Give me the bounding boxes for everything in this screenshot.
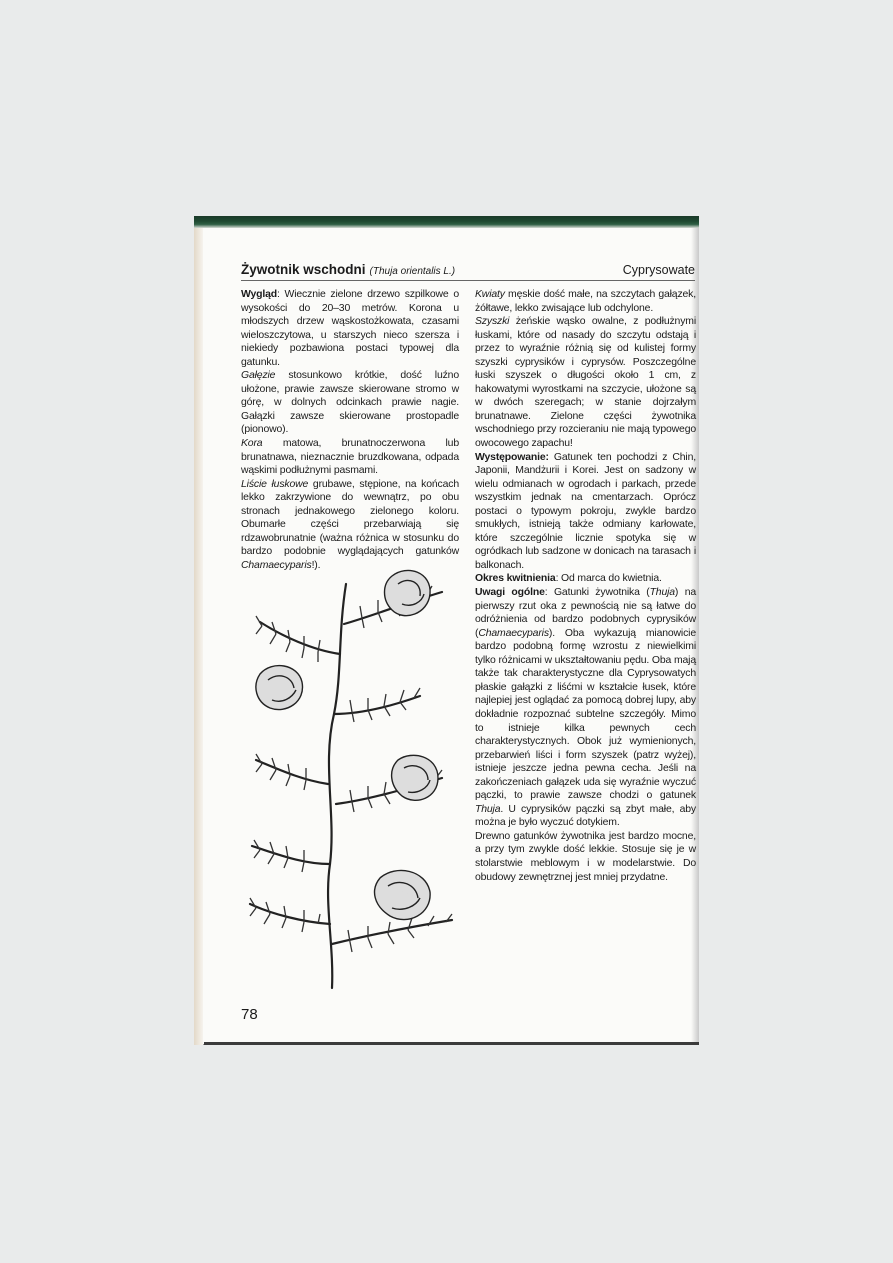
species-title: Żywotnik wschodni (Thuja orientalis L.) bbox=[241, 262, 456, 277]
label-occurrence: Występowanie: bbox=[475, 451, 549, 463]
paragraph-branches: Gałęzie stosunkowo krótkie, dość luźno ułożone, prawie zawsze skierowane stromo w górę, w dolnych odcinkach prawie nagie. Gałązki zawsze skierowane prostopadle (pionowo). bbox=[241, 370, 459, 436]
book-page bbox=[194, 216, 699, 1045]
paragraph-leaves: Liście łuskowe grubawe, stępione, na końcach lekko zakrzywione do wewnątrz, po obu stronach jednakowego zielonego koloru. Obumarłe części przebarwiają się rdzawobrunatnie (ważna różnica w stosunku do bardzo podobnie wyglądających gatunków Chamaecyparis!). bbox=[241, 478, 459, 571]
label-flowers: Kwiaty bbox=[475, 289, 505, 300]
page-top-band bbox=[194, 216, 699, 228]
paragraph-cones: Szyszki żeńskie wąsko owalne, z podłużnymi łuskami, które od nasady do szczytu odstają i przez to wyraźnie różnią się od kulistej formy szyszki cyprysików i cyprysów. Poszczególne łuski szyszek o długości około 1 cm, z hakowatymi wyrostkami na szczycie, ułożone są w dwóch szeregach; w stanie dojrzałym brunatnawe. Zielone części żywotnika wschodniego przy rozcieraniu nie mają typowego owocowego zapachu! bbox=[475, 316, 696, 450]
paragraph-occurrence: Występowanie: Gatunek ten pochodzi z Chin, Japonii, Mandżurii i Korei. Jest on sadzony w wielu odmianach w ogrodach i parkach, przede wszystkim jednak na cmentarzach. Oprócz postaci o typowym pokroju, zwykle bardzo smukłych, istnieją także odmiany karłowate, które szczególnie licznie spotyka się w ogródkach lub sadzone w donicach na tarasach i balkonach. bbox=[475, 451, 696, 571]
label-appearance: Wygląd bbox=[241, 289, 278, 300]
paragraph-wood: Drewno gatunków żywotnika jest bardzo mocne, a przy tym zwykle dość lekkie. Stosuje się je w stolarstwie meblowym i w modelarstwie. Do obudowy zewnętrznej jest mniej przydatne. bbox=[475, 830, 696, 883]
left-column bbox=[241, 288, 459, 572]
label-leaves: Liście łuskowe bbox=[241, 478, 309, 490]
label-bark: Kora bbox=[241, 438, 263, 450]
paragraph-bark: Kora matowa, brunatnoczerwona lub brunatnawa, nieznacznie bruzdkowana, odpada wąskimi podłużnymi pasmami. bbox=[241, 438, 459, 477]
label-flowering-period: Okres kwitnienia bbox=[475, 573, 556, 585]
paragraph-appearance: Wygląd: Wiecznie zielone drzewo szpilkowe o wysokości do 20–30 metrów. Korona u młodszych drzew wąskostożkowata, czasami wieloszczytowa, u starszych nieco szersza i niekiedy pozbawiona postaci typowej dla gatunku. bbox=[241, 289, 459, 368]
family-name: Cyprysowate bbox=[622, 263, 695, 277]
page-left-edge bbox=[194, 228, 203, 1045]
paragraph-general-notes: Uwagi ogólne: Gatunki żywotnika (Thuja) na pierwszy rzut oka z pewnością nie są łatwe do odróżnienia od bardzo podobnych cyprysików (Chamaecyparis). Oba wykazują mianowicie bardzo podobną formę wzrostu z niewielkimi tylko różnicami w ukształtowaniu pędu. Oba mają także tak charakterystyczne dla Cyprysowatych płaskie gałązki z liśćmi w kształcie łusek, które najlepiej jest oglądać za pomocą dobrej lupy, aby dokładnie rozpoznać subtelne szczegóły. Mimo to istnieje kilka pewnych cech charakterystycznych. Obok już wymienionych, przebarwień liści i form szyszek (patrz wyżej), istnieje jeszcze jedna pewna cecha. Jeśli na zakończeniach gałązek uda się wyraźnie wyczuć pączki, to prawie zawsze chodzi o gatunek Thuja. U cyprysików pączki są zbyt małe, aby można je było wyczuć dotykiem. bbox=[475, 587, 697, 829]
label-general-notes: Uwagi ogólne bbox=[475, 587, 545, 599]
label-branches: Gałęzie bbox=[241, 370, 276, 382]
page-number: 78 bbox=[241, 1006, 258, 1023]
page-bottom-line bbox=[204, 1042, 699, 1045]
thuja-branch-illustration bbox=[242, 564, 464, 992]
species-latin-name: (Thuja orientalis L.) bbox=[369, 266, 456, 277]
page-header bbox=[241, 260, 695, 281]
paragraph-flowers: Kwiaty męskie dość małe, na szczytach gałązek, żółtawe, lekko zwisające lub odchylone. bbox=[475, 289, 696, 314]
right-column bbox=[475, 288, 696, 884]
label-cones: Szyszki bbox=[475, 316, 510, 328]
paragraph-flowering-period: Okres kwitnienia: Od marca do kwietnia. bbox=[475, 573, 662, 585]
